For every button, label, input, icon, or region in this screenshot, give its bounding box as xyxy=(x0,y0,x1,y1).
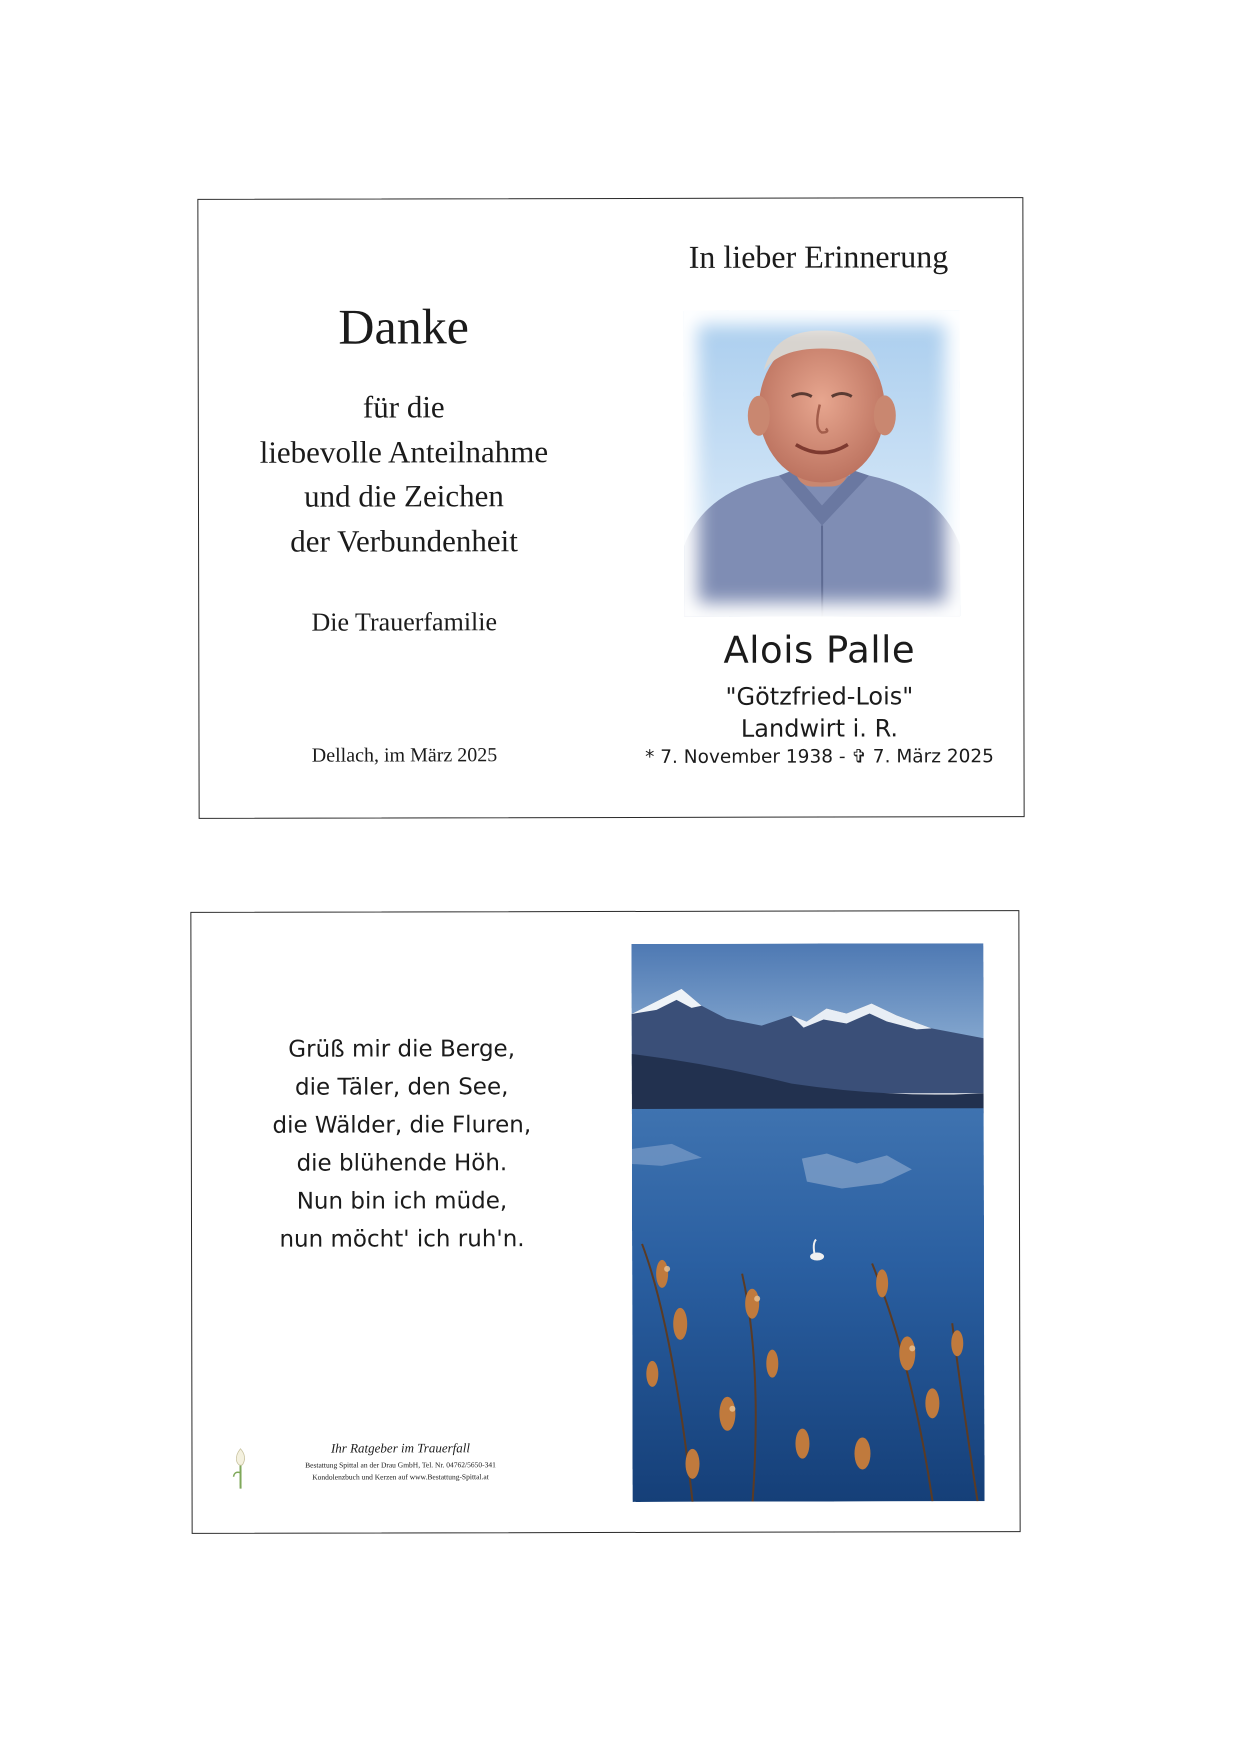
thanks-text xyxy=(229,385,579,564)
portrait-illustration xyxy=(684,310,961,617)
back-card xyxy=(190,910,1020,1534)
thanks-line: und die Zeichen xyxy=(304,478,504,514)
lake-illustration xyxy=(631,943,984,1502)
thanks-line: liebevolle Anteilnahme xyxy=(259,433,549,470)
lake-landscape-photo xyxy=(631,943,984,1502)
deceased-nickname: "Götzfried-Lois" xyxy=(725,682,914,711)
poem-line: nun möcht' ich ruh'n. xyxy=(279,1226,525,1253)
front-card xyxy=(197,197,1024,819)
footer-tagline: Ihr Ratgeber im Trauerfall xyxy=(330,1440,471,1456)
deceased-name: Alois Palle xyxy=(723,628,916,672)
poem-line: Grüß mir die Berge, xyxy=(288,1036,516,1063)
footer-website: Kondolenzbuch und Kerzen auf www.Bestattung-Spittal.at xyxy=(312,1472,489,1482)
footer-company: Bestattung Spittal an der Drau GmbH, Tel. Nr. 04762/5650-341 xyxy=(305,1460,496,1470)
funeral-home-footer xyxy=(230,1440,560,1501)
thanks-line: für die xyxy=(362,389,445,425)
poem-line: Nun bin ich müde, xyxy=(296,1188,508,1215)
portrait-photo xyxy=(684,310,961,617)
deceased-occupation: Landwirt i. R. xyxy=(740,714,899,743)
thanks-line: der Verbundenheit xyxy=(290,522,518,559)
calla-lily-icon xyxy=(230,1447,250,1489)
poem-line: die blühende Höh. xyxy=(296,1150,508,1177)
place-date: Dellach, im März 2025 xyxy=(311,744,498,767)
life-dates: * 7. November 1938 - ✞ 7. März 2025 xyxy=(645,746,994,768)
danke-heading: Danke xyxy=(338,298,469,355)
poem-line: die Wälder, die Fluren, xyxy=(272,1112,532,1139)
memory-title: In lieber Erinnerung xyxy=(688,238,949,275)
family-signature: Die Trauerfamilie xyxy=(311,607,498,637)
poem-line: die Täler, den See, xyxy=(294,1074,509,1101)
poem xyxy=(242,1030,562,1259)
